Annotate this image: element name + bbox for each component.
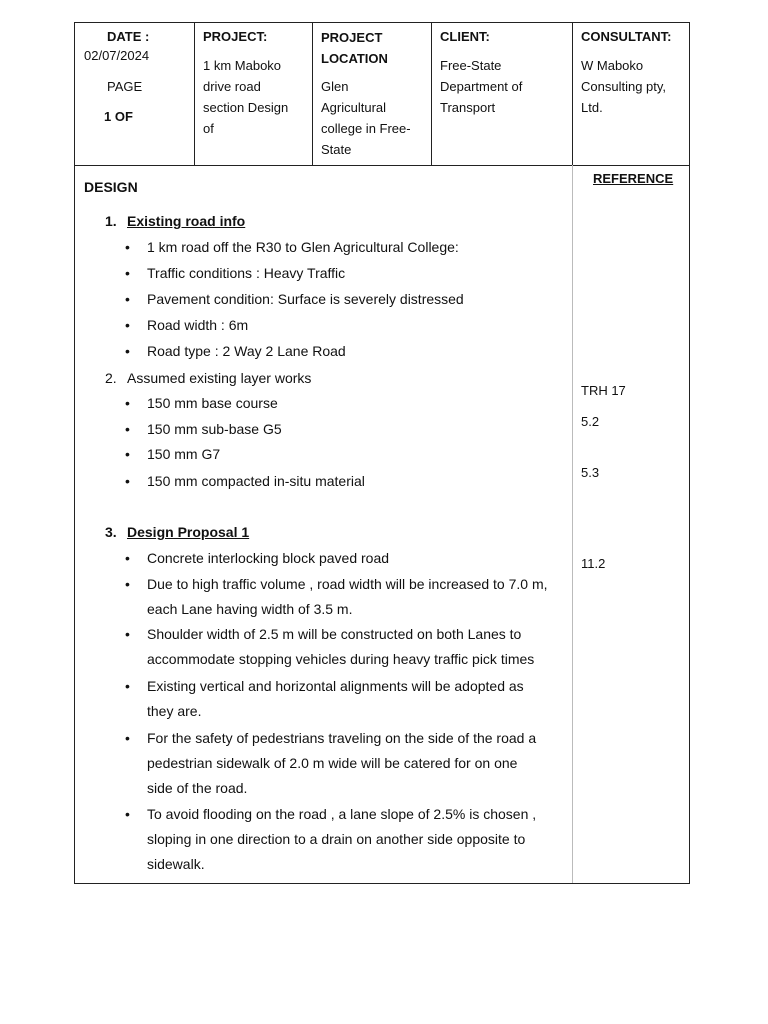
consultant-value — [581, 55, 666, 118]
client-line: Free-State — [440, 58, 502, 73]
location-cell — [313, 23, 432, 165]
section-title: Assumed existing layer works — [127, 370, 312, 386]
list-item — [125, 287, 567, 312]
consultant-cell — [573, 23, 689, 165]
bullet-icon: • — [125, 576, 130, 592]
bullet-icon: • — [125, 626, 130, 642]
section-title: Design Proposal 1 — [127, 524, 250, 540]
bullet-icon: • — [125, 291, 130, 307]
location-line: Agricultural — [321, 100, 387, 115]
list-item — [125, 391, 567, 416]
bullet-icon: • — [125, 678, 130, 694]
section-title: Existing road info — [127, 213, 246, 229]
design-title: DESIGN — [84, 179, 138, 195]
location-label-line: PROJECT — [321, 30, 383, 45]
list-item-text: Road type : 2 Way 2 Lane Road — [147, 343, 346, 359]
date-value: 02/07/2024 — [84, 48, 150, 63]
design-body — [75, 165, 689, 883]
section-number: 1. — [105, 213, 117, 229]
consultant-line: Ltd. — [581, 100, 603, 115]
section-heading — [105, 213, 245, 229]
section-number: 2. — [105, 370, 117, 386]
list-item-text: Pavement condition: Surface is severely distressed — [147, 291, 464, 307]
bullet-icon: • — [125, 446, 130, 462]
list-item-text: Shoulder width of 2.5 m will be constructed on both Lanes to accommodate stopping vehicles during heavy traffic pick times — [147, 626, 535, 667]
list-item — [125, 802, 547, 877]
bullet-icon: • — [125, 265, 130, 281]
client-cell — [432, 23, 573, 165]
location-label-line: LOCATION — [321, 51, 388, 66]
list-item-text: For the safety of pedestrians traveling on the side of the road a pedestrian sidewalk of 2.0 m wide will be catered for on one side of the road. — [147, 730, 537, 796]
list-item — [125, 417, 567, 442]
consultant-line: W Maboko — [581, 58, 644, 73]
project-cell — [195, 23, 313, 165]
client-line: Transport — [440, 100, 496, 115]
list-item-text: Concrete interlocking block paved road — [147, 550, 390, 566]
list-item — [125, 442, 567, 467]
client-value — [440, 55, 522, 118]
list-item-text: 150 mm sub-base G5 — [147, 421, 282, 437]
bullet-icon: • — [125, 806, 130, 822]
list-item-text: Existing vertical and horizontal alignments will be adopted as they are. — [147, 678, 524, 719]
page-value: 1 OF — [104, 109, 133, 124]
reference-title: REFERENCE — [593, 171, 674, 186]
project-line: section Design — [203, 100, 289, 115]
list-item — [125, 572, 577, 622]
list-item-text: 150 mm compacted in-situ material — [147, 473, 365, 489]
list-item-text: Road width : 6m — [147, 317, 249, 333]
date-label: DATE : — [107, 29, 150, 44]
list-item-text: Traffic conditions : Heavy Traffic — [147, 265, 346, 281]
list-item-text: To avoid flooding on the road , a lane slope of 2.5% is chosen , sloping in one direction to a drain on another side opposite to sidewalk. — [147, 806, 537, 872]
header-row — [75, 23, 689, 166]
list-item — [125, 546, 567, 571]
consultant-line: Consulting pty, — [581, 79, 667, 94]
list-item — [125, 235, 567, 260]
page-label: PAGE — [107, 79, 143, 94]
bullet-icon: • — [125, 421, 130, 437]
reference-item: 11.2 — [581, 556, 606, 571]
project-label: PROJECT: — [203, 29, 268, 44]
list-item-text: Due to high traffic volume , road width will be increased to 7.0 m, each Lane having width of 3.5 m. — [147, 576, 548, 617]
section-heading — [105, 370, 311, 386]
reference-divider — [572, 165, 573, 883]
reference-item: 5.2 — [581, 414, 600, 429]
bullet-icon: • — [125, 343, 130, 359]
location-label — [321, 27, 388, 69]
list-item — [125, 469, 567, 494]
location-line: college in Free- — [321, 121, 411, 136]
list-item — [125, 313, 567, 338]
list-item — [125, 261, 567, 286]
list-item — [125, 674, 542, 724]
project-value — [203, 55, 288, 139]
list-item — [125, 339, 567, 364]
consultant-label: CONSULTANT: — [581, 29, 672, 44]
location-line: Glen — [321, 79, 349, 94]
design-sheet — [74, 22, 690, 884]
section-heading — [105, 524, 249, 540]
list-item-text: 1 km road off the R30 to Glen Agricultural College: — [147, 239, 459, 255]
bullet-icon: • — [125, 317, 130, 333]
reference-item: TRH 17 — [581, 383, 626, 398]
bullet-icon: • — [125, 239, 130, 255]
project-line: 1 km Maboko — [203, 58, 282, 73]
bullet-icon: • — [125, 395, 130, 411]
date-cell — [75, 23, 195, 165]
list-item-text: 150 mm G7 — [147, 446, 221, 462]
reference-item: 5.3 — [581, 465, 600, 480]
project-line: drive road — [203, 79, 261, 94]
location-line: State — [321, 142, 352, 157]
bullet-icon: • — [125, 730, 130, 746]
client-label: CLIENT: — [440, 29, 490, 44]
bullet-icon: • — [125, 473, 130, 489]
project-line: of — [203, 121, 214, 136]
location-value — [321, 76, 411, 160]
list-item — [125, 622, 552, 672]
list-item — [125, 726, 542, 801]
section-number: 3. — [105, 524, 117, 540]
client-line: Department of — [440, 79, 523, 94]
bullet-icon: • — [125, 550, 130, 566]
list-item-text: 150 mm base course — [147, 395, 278, 411]
